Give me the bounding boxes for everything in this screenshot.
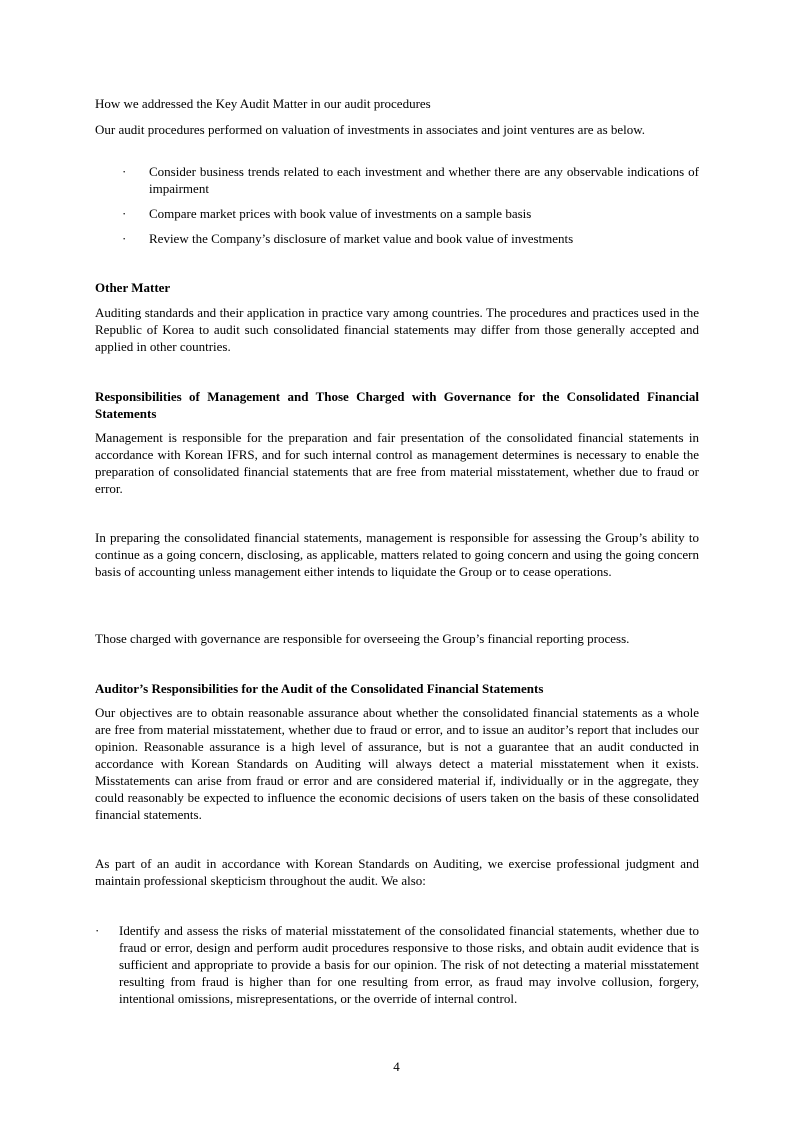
other-matter-text: Auditing standards and their application in practice vary among countries. The procedures and practices used in the Republic of Korea to audit such consolidated financial statements may differ from those generally accepted and applied in other countries. [95,305,699,354]
management-heading: Responsibilities of Management and Those Charged with Governance for the Consolidated Financial Statements [95,389,699,421]
kam-intro: Our audit procedures performed on valuation of investments in associates and joint ventures are as below. [95,122,646,137]
bullet-dot-icon: · [122,206,127,221]
kam-heading: How we addressed the Key Audit Matter in our audit procedures [95,96,431,111]
management-paragraph-2: In preparing the consolidated financial statements, management is responsible for assessing the Group’s ability to continue as a going concern, disclosing, as applicable, matters related to going concern and using the going concern basis of accounting unless management either intends to liquidate the Group or to cease operations. [95,530,699,579]
auditor-paragraph-2: As part of an audit in accordance with Korean Standards on Auditing, we exercise professional judgment and maintain professional skepticism throughout the audit. We also: [95,856,699,888]
list-item [122,205,699,222]
list-item [95,922,699,1007]
bullet-dot-icon: · [122,231,127,246]
kam-bullet-list [122,163,699,247]
list-item-text: Consider business trends related to each investment and whether there are any observable indications of impairment [149,164,699,196]
auditor-bullet-list [95,922,699,1007]
auditor-heading: Auditor’s Responsibilities for the Audit of the Consolidated Financial Statements [95,681,544,696]
page-number: 4 [393,1059,400,1074]
bullet-dot-icon: · [95,923,100,938]
list-item [122,230,699,247]
bullet-dot-icon: · [122,164,127,179]
list-item-text: Identify and assess the risks of material misstatement of the consolidated financial statements, whether due to fraud or error, design and perform audit procedures responsive to those risks, and obtain audit evidence that is sufficient and appropriate to provide a basis for our opinion. The risk of not detecting a material misstatement resulting from fraud is higher than for one resulting from error, as fraud may involve collusion, forgery, intentional omissions, misrepresentations, or the override of internal control. [119,923,699,1006]
management-paragraph-3: Those charged with governance are responsible for overseeing the Group’s financial reporting process. [95,631,630,646]
list-item [122,163,699,197]
management-paragraph-1: Management is responsible for the preparation and fair presentation of the consolidated financial statements in accordance with Korean IFRS, and for such internal control as management determines is necessary to enable the preparation of consolidated financial statements that are free from material misstatement, whether due to fraud or error. [95,430,699,496]
list-item-text: Review the Company’s disclosure of market value and book value of investments [149,231,574,246]
auditor-paragraph-1: Our objectives are to obtain reasonable assurance about whether the consolidated financial statements as a whole are free from material misstatement, whether due to fraud or error, and to issue an auditor’s report that includes our opinion. Reasonable assurance is a high level of assurance, but is not a guarantee that an audit conducted in accordance with Korean Standards on Auditing will always detect a material misstatement when it exists. Misstatements can arise from fraud or error and are considered material if, individually or in the aggregate, they could reasonably be expected to influence the economic decisions of users taken on the basis of these consolidated financial statements. [95,705,699,822]
other-matter-heading: Other Matter [95,280,171,295]
list-item-text: Compare market prices with book value of investments on a sample basis [149,206,532,221]
